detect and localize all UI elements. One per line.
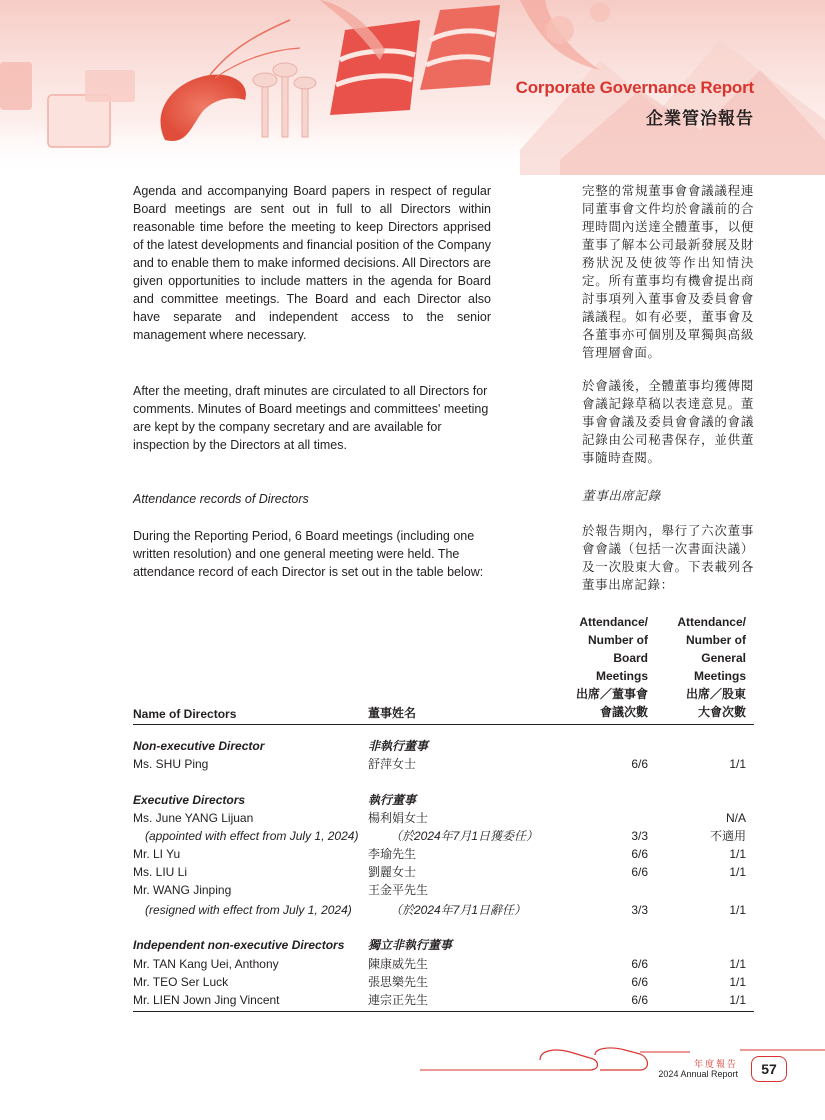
report-title-zh: 企業管治報告: [646, 109, 754, 128]
footer-report-en: 2024 Annual Report: [658, 1069, 738, 1079]
table-row: Mr. LI Yu 李瑜先生 6/6 1/1: [133, 847, 746, 861]
table-row: Mr. TEO Ser Luck 張思樂先生 6/6 1/1: [133, 975, 746, 989]
table-row: Ms. SHU Ping 舒萍女士 6/6 1/1: [133, 757, 746, 771]
paragraph-minutes-en: After the meeting, draft minutes are circulated to all Directors for comments. Minutes of Board meetings and committees' meeting are kept by the company secretary and are available for inspection by the Directors at all times.: [133, 384, 489, 452]
table-row: (resigned with effect from July 1, 2024) （於2024年7月1日辭任） 3/3 1/1: [145, 903, 746, 917]
table-row: Mr. TAN Kang Uei, Anthony 陳康威先生 6/6 1/1: [133, 957, 746, 971]
header-name-en: Name of Directors: [133, 707, 237, 721]
page-number: 57: [751, 1056, 787, 1082]
header-general-meetings: Attendance/ Number of General Meetings 出席／股東 大會次數: [677, 615, 746, 719]
report-title-en: Corporate Governance Report: [515, 78, 754, 97]
table-row: (appointed with effect from July 1, 2024) （於2024年7月1日獲委任） 3/3 不適用: [145, 829, 746, 843]
table-row: Executive Directors 執行董事: [133, 793, 417, 807]
header-board-meetings: Attendance/ Number of Board Meetings 出席／董事會 會議次數: [575, 615, 648, 719]
paragraph-agenda-zh: 完整的常規董事會會議議程連同董事會文件均於會議前的合理時間內送達全體董事，以便董事了解本公司最新發展及財務狀況及使彼等作出知情決定。所有董事均有機會提出商討事項列入董事會及委員會會議議程。如有必要，董事會及各董事亦可個別及單獨與高級管理層會面。: [582, 184, 754, 360]
paragraph-agenda-en: Agenda and accompanying Board papers in respect of regular Board meetings are sent out in full to all Directors within reasonable time before the meeting to keep Directors apprised of the latest developments and financial position of the Company and to enable them to make informed decisions. All Directors are given opportunities to include matters in the agenda for Board and committee meetings. The Board and each Director also have separate and independent access to the senior management where necessary.: [133, 184, 491, 342]
table-row: Independent non-executive Directors 獨立非執行董事: [133, 938, 453, 952]
table-row: Mr. LIEN Jown Jing Vincent 連宗正先生 6/6 1/1: [133, 993, 746, 1007]
section-heading-zh: 董事出席記錄: [582, 489, 661, 503]
paragraph-attendance-zh: 於報告期內，舉行了六次董事會會議（包括一次書面決議）及一次股東大會。下表載列各董事出席記錄：: [582, 524, 754, 592]
table-row: Ms. LIU Li 劉麗女士 6/6 1/1: [133, 865, 746, 879]
table-row: Ms. June YANG Lijuan 楊利娟女士 N/A: [133, 811, 746, 825]
table-row: Non-executive Director 非執行董事: [133, 739, 429, 753]
table-bottom-rule: [133, 1011, 754, 1012]
section-heading-en: Attendance records of Directors: [133, 492, 309, 506]
paragraph-attendance-en: During the Reporting Period, 6 Board meetings (including one written resolution) and one general meeting were held. The attendance record of each Director is set out in the table below:: [133, 529, 484, 579]
table-header: [133, 615, 754, 723]
header-rule: [133, 724, 754, 725]
footer-report-zh: 年度報告: [693, 1059, 738, 1069]
paragraph-minutes-zh: 於會議後，全體董事均獲傳閱會議記錄草稿以表達意見。董事會會議及委員會會議的會議記錄由公司秘書保存，並供董事隨時查閱。: [582, 379, 754, 465]
table-row: Mr. WANG Jinping 王金平先生: [133, 883, 429, 897]
report-title: [516, 78, 754, 129]
header-name-zh: 董事姓名: [368, 706, 417, 720]
attendance-table: [133, 615, 754, 1007]
